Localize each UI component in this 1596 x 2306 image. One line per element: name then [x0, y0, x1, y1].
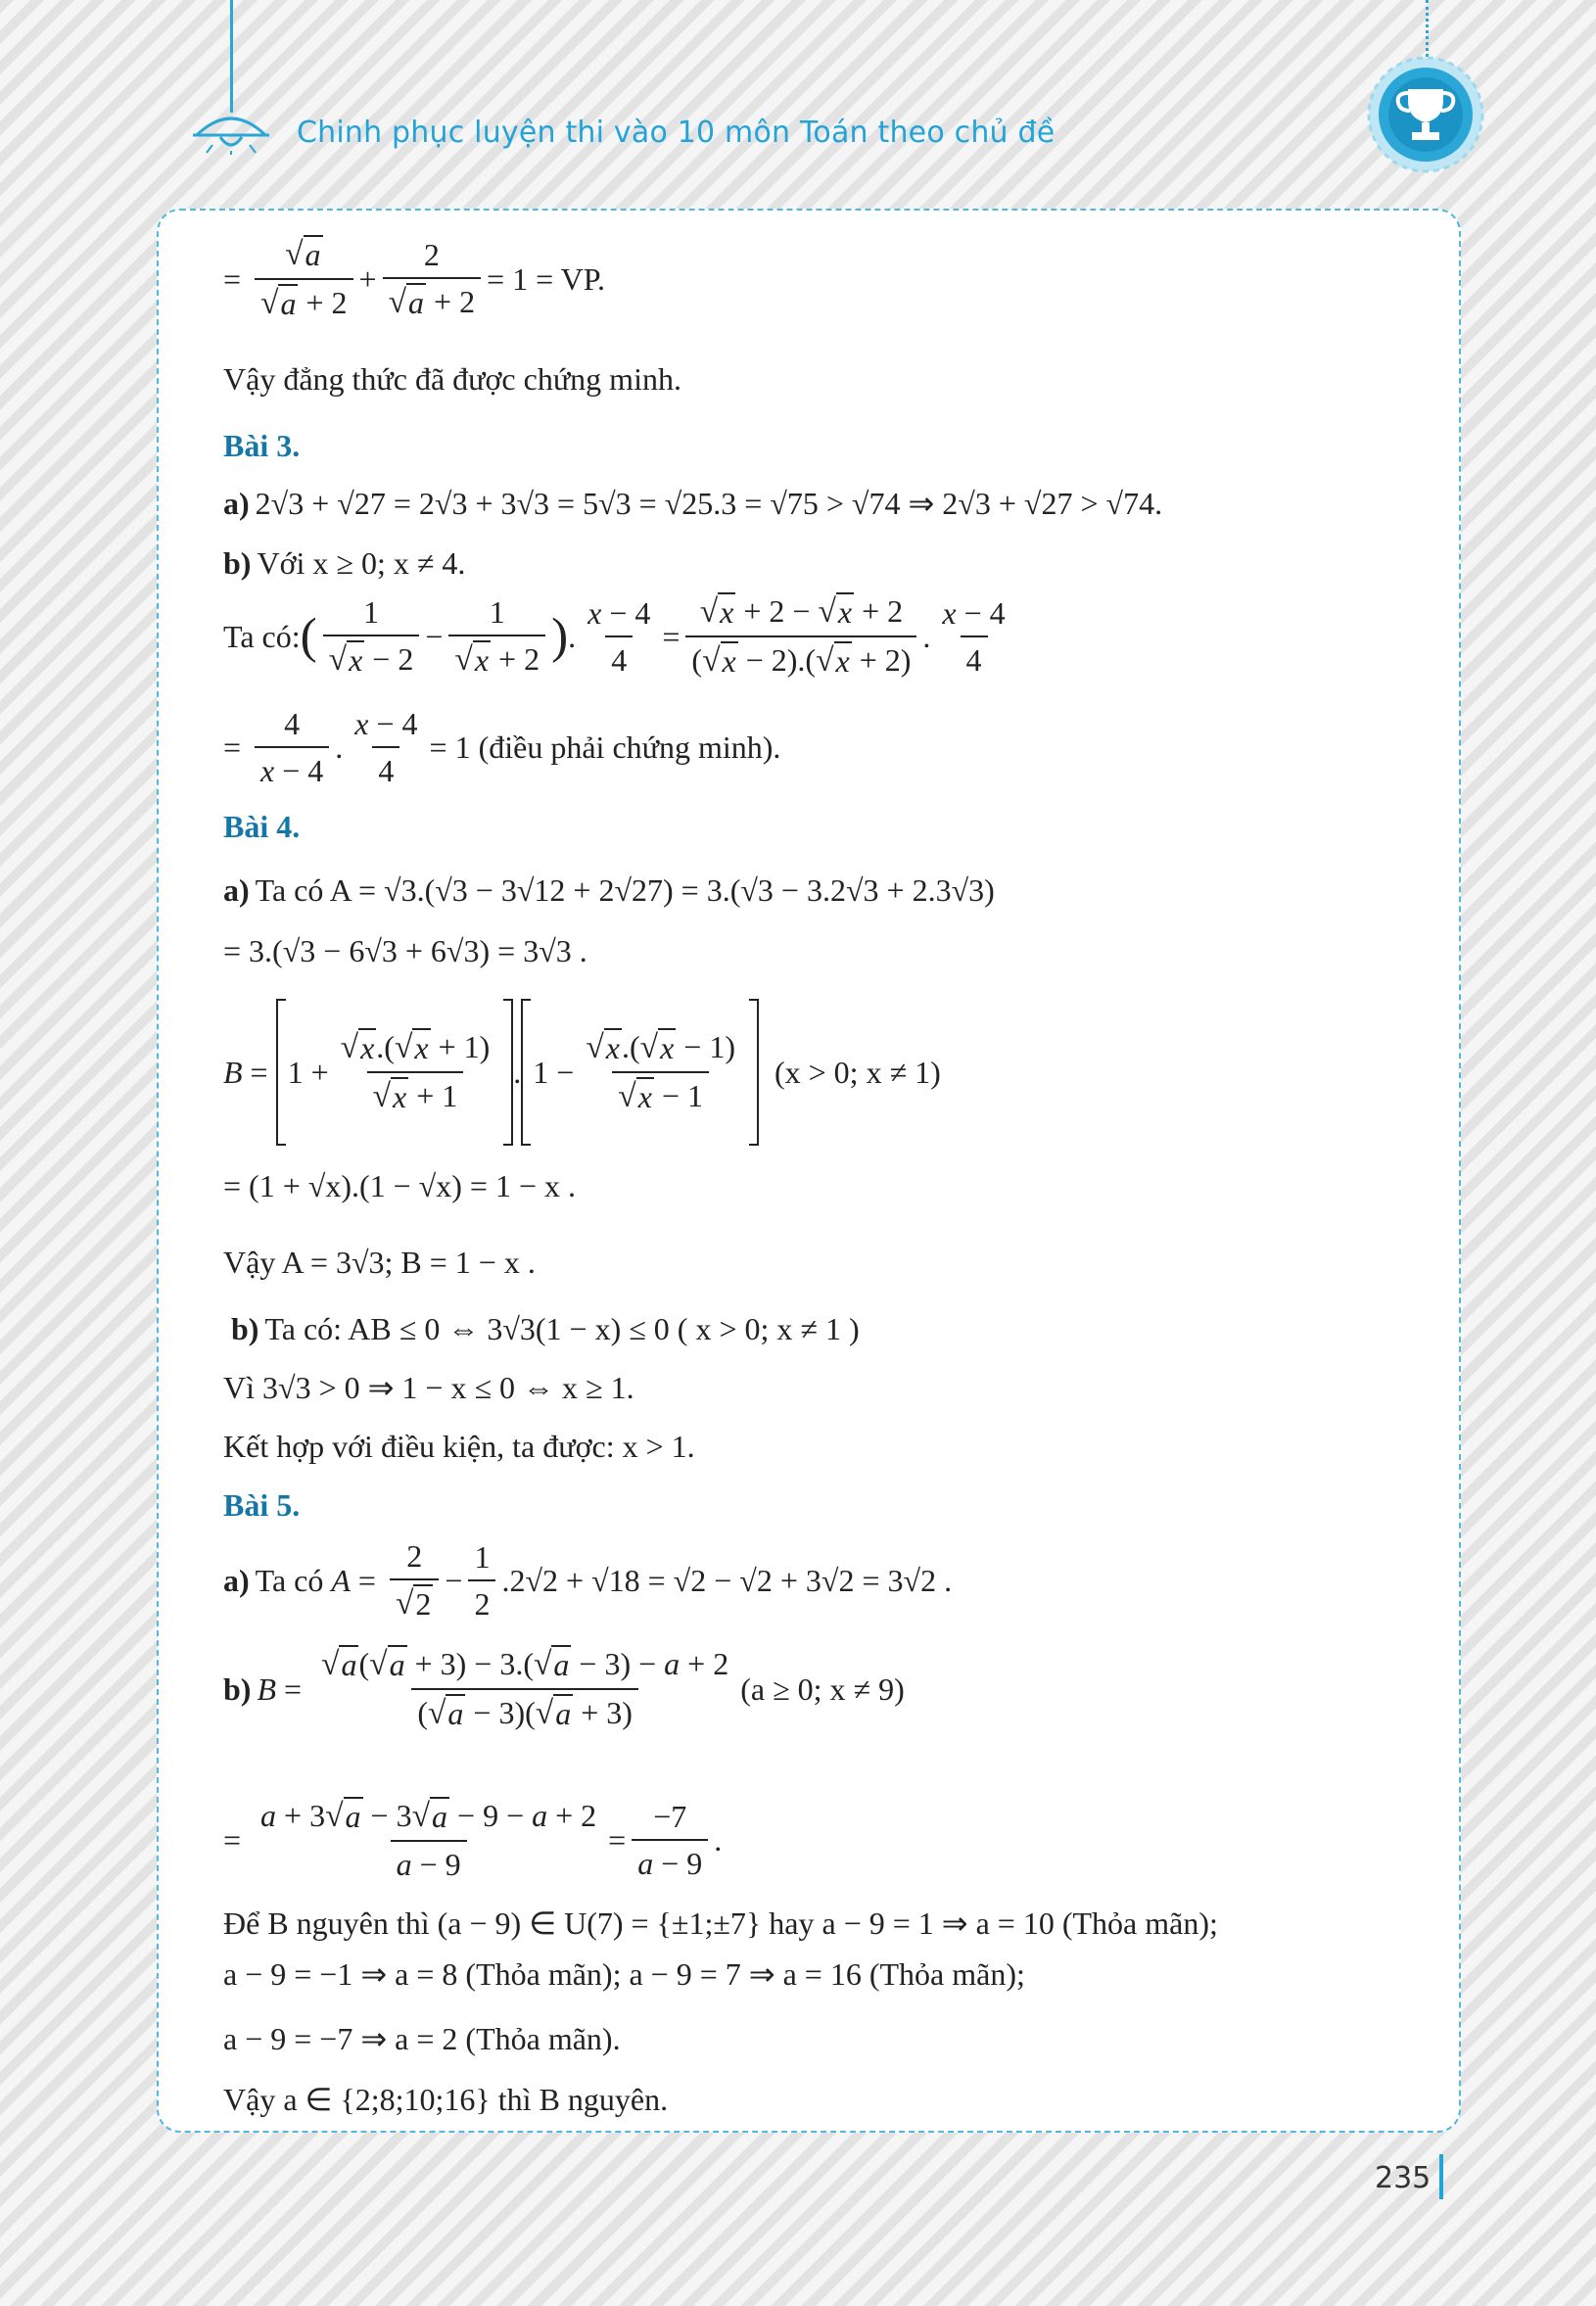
eq-text: 2√3 + √27 = 2√3 + 3√3 = 5√3 = √25.3 = √75 > √74 ⇒ 2√3 + √27 > √74.	[255, 486, 1163, 521]
part-label: b)	[223, 1671, 252, 1708]
section-heading-bai-5: Bài 5.	[223, 1487, 301, 1523]
part-label: a)	[223, 1563, 250, 1599]
eq-line: b) B = √ a ( √ a + 3) − 3.( √ a − 3) − a + 2 ( √ a − 3)( √ a + 3) (a ≥ 0; x ≠ 9)	[223, 1645, 905, 1734]
eq-text: .2√2 + √18 = √2 − √2 + 3√2 = 3√2 .	[501, 1563, 953, 1599]
eq-line: = $\frac{4}{x - 4}$ . $\frac{x - 4}{4}$ = 1 (điều phải chứng minh).	[223, 706, 781, 789]
eq-text: Ta có: AB ≤ 0 ⇔ 3√3(1 − x) ≤ 0 ( x > 0; x ≠ 1 )	[264, 1311, 860, 1346]
eq-text: (x > 0; x ≠ 1)	[774, 1054, 941, 1090]
fraction: 2 √ a + 2	[383, 236, 481, 323]
text-line: Vậy đẳng thức đã được chứng minh.	[223, 361, 681, 397]
part-label: a)	[223, 872, 250, 908]
eq-text: (a ≥ 0; x ≠ 9)	[740, 1671, 905, 1708]
eq-line: = (1 + √x).(1 − √x) = 1 − x .	[223, 1168, 576, 1203]
eq-line	[223, 485, 1162, 522]
eq-line-1: = √ a √ a + 2 + 2 √ a + 2 = 1 = VP.	[223, 235, 605, 324]
text-line: a − 9 = −7 ⇒ a = 2 (Thỏa mãn).	[223, 2021, 621, 2056]
part-label: b)	[231, 1311, 259, 1346]
part-label: b)	[223, 545, 252, 581]
eq-line: = 3.(√3 − 6√3 + 6√3) = 3√3 .	[223, 933, 587, 968]
eq-line	[223, 871, 995, 909]
page-number-bar	[1439, 2154, 1443, 2199]
lamp-icon	[191, 106, 271, 155]
eq-line: Vậy A = 3√3; B = 1 − x .	[223, 1245, 536, 1280]
eq-line: Vì 3√3 > 0 ⇒ 1 − x ≤ 0 ⇔ x ≥ 1.	[223, 1370, 634, 1405]
eq-text: = 1 (điều phải chứng minh).	[429, 729, 781, 766]
eq-line	[223, 1310, 860, 1347]
text-line: Để B nguyên thì (a − 9) ∈ U(7) = {±1;±7} hay a − 9 = 1 ⇒ a = 10 (Thỏa mãn);	[223, 1906, 1218, 1941]
eq-line	[223, 544, 465, 582]
page-number: 235	[1375, 2161, 1432, 2195]
text-line: a − 9 = −1 ⇒ a = 8 (Thỏa mãn); a − 9 = 7 ⇒ a = 16 (Thỏa mãn);	[223, 1956, 1025, 1992]
section-heading-bai-3: Bài 3.	[223, 428, 301, 463]
eq-line: Ta có: ( 1 √ x − 2 − 1 √ x + 2 ) . $\frac{x - 4}{4}$ = √ x + 2 − √ x + 2 ( √ x − 2).( √ x + 2) . $\frac{x - 4}{4}$	[223, 592, 1017, 682]
text-line: Vậy a ∈ {2;8;10;16} thì B nguyên.	[223, 2082, 669, 2117]
section-heading-bai-4: Bài 4.	[223, 809, 301, 844]
eq-line: a) Ta có A = 2 √ 2 − $\frac{1}{2}$ .2√2 + √18 = √2 − √2 + 3√2 = 3√2 .	[223, 1537, 952, 1624]
lamp-cord	[230, 0, 233, 113]
eq-text: = 1 = VP.	[487, 261, 605, 298]
eq-text: Với x ≥ 0; x ≠ 4.	[257, 545, 466, 581]
eq-text: Ta có A = √3.(√3 − 3√12 + 2√27) = 3.(√3 − 3.2√3 + 2.3√3)	[255, 872, 995, 908]
text-line: Kết hợp với điều kiện, ta được: x > 1.	[223, 1429, 695, 1464]
header-title: Chinh phục luyện thi vào 10 môn Toán theo chủ đề	[297, 116, 1056, 150]
eq-line: B = 1 + √ x .( √ x + 1) √ x + 1 . 1 − √ x .( √ x − 1) √ x − 1 (x > 0; x ≠ 1)	[223, 999, 941, 1146]
eq-line: = a + 3 √ a − 3 √ a − 9 − a + 2 a − 9 = $\frac{-7}{a - 9}$ .	[223, 1798, 723, 1883]
fraction: √ a √ a + 2	[255, 235, 352, 324]
trophy-icon	[1365, 54, 1486, 175]
eq-text: Ta có:	[223, 619, 301, 655]
part-label: a)	[223, 486, 250, 521]
